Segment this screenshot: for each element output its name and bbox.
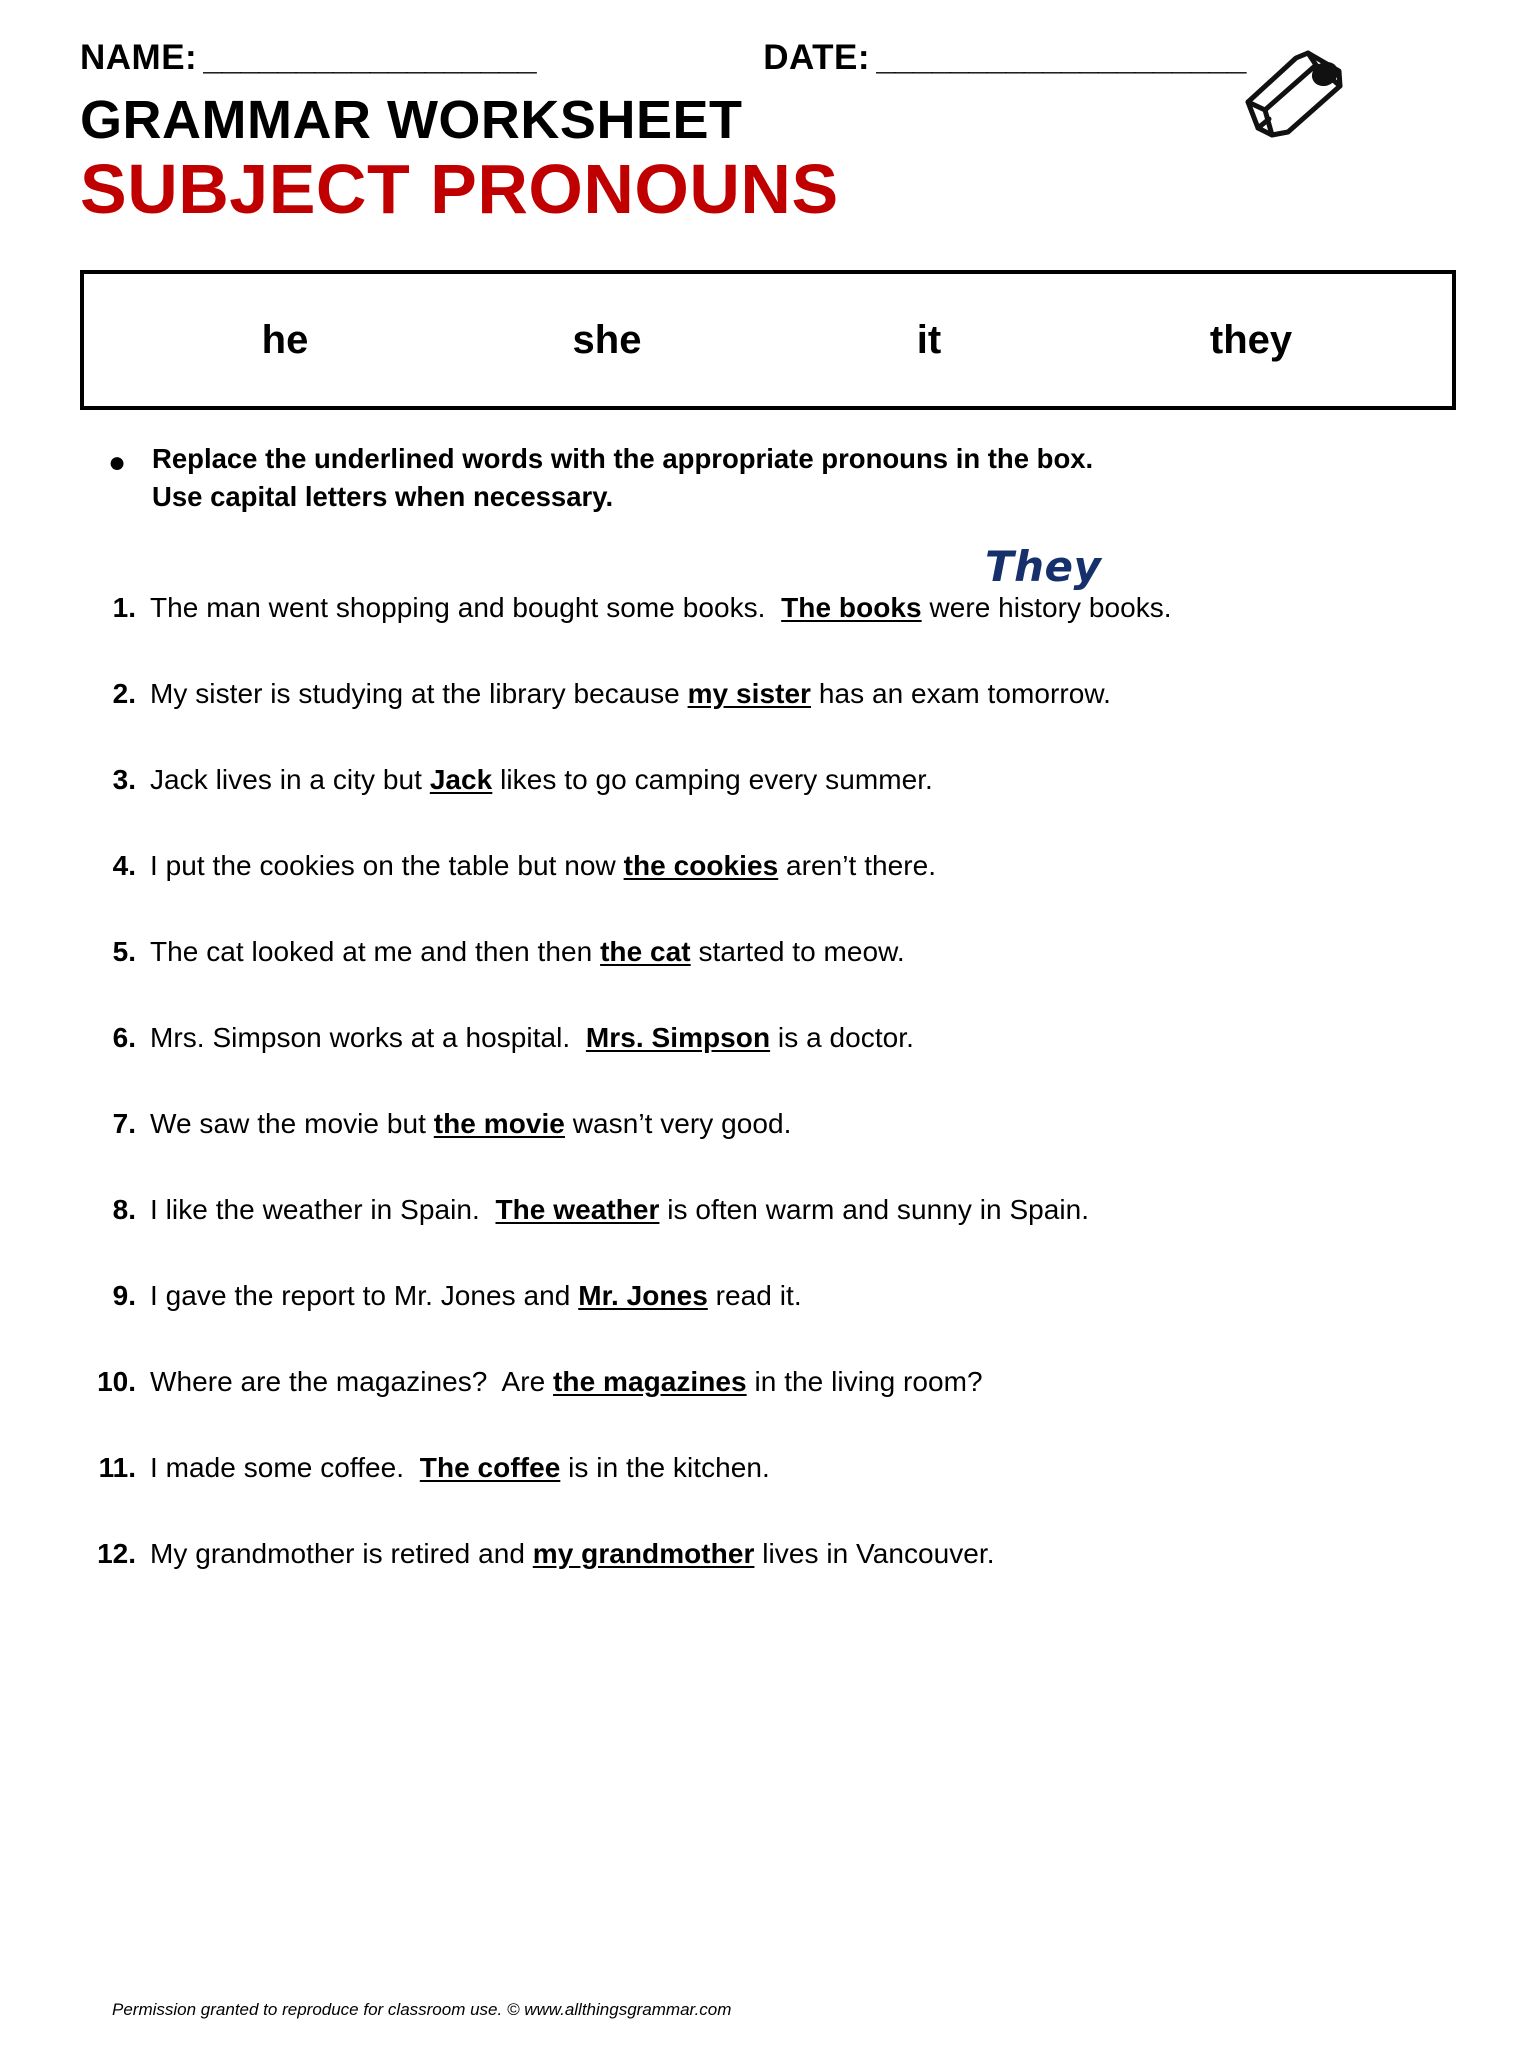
question-text-before: The cat looked at me and then then [150, 936, 601, 968]
question-text-before: Mrs. Simpson works at a hospital. [150, 1022, 586, 1054]
instructions-block [80, 440, 1456, 516]
question-text-before: The man went shopping and bought some books. [150, 592, 782, 624]
question-row [80, 1020, 1456, 1055]
question-number: 12. [97, 1538, 136, 1570]
question-text-after: likes to go camping every summer. [492, 764, 933, 796]
handwritten-answer: They [985, 542, 1102, 592]
question-text-after: in the living room? [746, 1366, 983, 1398]
question-row [80, 1450, 1456, 1485]
question-text-before: Where are the magazines? Are [150, 1366, 554, 1398]
question-row [80, 1364, 1456, 1399]
question-number: 11. [98, 1452, 136, 1484]
question-text [150, 590, 1172, 625]
question-number: 1. [112, 592, 136, 624]
underlined-phrase[interactable]: The coffee [419, 1452, 561, 1484]
instructions-text [152, 440, 1093, 516]
underlined-phrase[interactable]: The books [781, 592, 922, 624]
question-row [80, 1106, 1456, 1141]
question-text-before: Jack lives in a city but [150, 764, 430, 796]
name-label: NAME: [80, 38, 198, 77]
word-box-item-he: he [261, 317, 309, 362]
question-text [150, 1364, 983, 1399]
pronoun-word-box [80, 270, 1456, 410]
page-title: SUBJECT PRONOUNS [80, 149, 839, 228]
question-text-after: lives in Vancouver. [754, 1538, 995, 1570]
question-text-before: I put the cookies on the table but now [150, 850, 624, 882]
question-text [150, 1106, 792, 1141]
instructions-line-1: Replace the underlined words with the appropriate pronouns in the box. [152, 443, 1094, 475]
underlined-phrase[interactable]: the cat [600, 936, 691, 968]
question-row [80, 848, 1456, 883]
question-number: 6. [112, 1022, 136, 1054]
underlined-phrase[interactable]: The weather [495, 1194, 660, 1226]
question-number: 10. [97, 1366, 136, 1398]
date-label: DATE: [763, 38, 871, 77]
question-text-after: read it. [707, 1280, 802, 1312]
underlined-phrase[interactable]: the cookies [623, 850, 779, 882]
question-text-before: My sister is studying at the library because [150, 678, 688, 710]
question-text [150, 676, 1111, 711]
question-text [150, 1450, 770, 1485]
question-text-after: is often warm and sunny in Spain. [659, 1194, 1090, 1226]
question-row [80, 1278, 1456, 1313]
question-text-after: wasn’t very good. [564, 1108, 792, 1140]
question-text-before: My grandmother is retired and [150, 1538, 533, 1570]
question-number: 7. [112, 1108, 136, 1140]
instructions-line-2: Use capital letters when necessary. [152, 481, 614, 513]
question-text-after: is in the kitchen. [560, 1452, 770, 1484]
underlined-phrase[interactable]: my grandmother [532, 1538, 755, 1570]
questions-list [80, 542, 1456, 1571]
question-number: 9. [112, 1280, 136, 1312]
question-row [80, 676, 1456, 711]
underlined-phrase[interactable]: Jack [429, 764, 493, 796]
question-text [150, 934, 905, 969]
question-text [150, 848, 936, 883]
pencil-icon [1236, 40, 1356, 150]
question-text [150, 1278, 802, 1313]
underlined-phrase[interactable]: my sister [687, 678, 812, 710]
underlined-phrase[interactable]: the magazines [553, 1366, 747, 1398]
question-text-before: I gave the report to Mr. Jones and [150, 1280, 579, 1312]
date-blank-line[interactable]: ____________________ [876, 38, 1246, 77]
question-number: 2. [112, 678, 136, 710]
question-number: 5. [112, 936, 136, 968]
question-number: 4. [112, 850, 136, 882]
title-block [80, 92, 1456, 226]
question-number: 8. [112, 1194, 136, 1226]
worksheet-type-title: GRAMMAR WORKSHEET [80, 90, 743, 150]
question-number: 3. [112, 764, 136, 796]
question-text [150, 762, 933, 797]
question-text-before: We saw the movie but [150, 1108, 434, 1140]
underlined-phrase[interactable]: the movie [433, 1108, 565, 1140]
word-box-item-they: they [1209, 317, 1293, 362]
underlined-phrase[interactable]: Mr. Jones [578, 1280, 708, 1312]
question-row [80, 1536, 1456, 1571]
question-row [80, 1192, 1456, 1227]
question-text-before: I made some coffee. [150, 1452, 420, 1484]
question-text-after: started to meow. [690, 936, 905, 968]
question-text [150, 1536, 995, 1571]
question-text [150, 1020, 914, 1055]
question-text-after: is a doctor. [770, 1022, 914, 1054]
word-box-item-it: it [916, 317, 942, 362]
question-row [80, 590, 1456, 625]
question-text-before: I like the weather in Spain. [150, 1194, 496, 1226]
name-blank-line[interactable]: __________________ [203, 38, 536, 77]
bullet-icon: ● [108, 446, 127, 480]
question-text-after: has an exam tomorrow. [811, 678, 1111, 710]
word-box-item-she: she [572, 317, 642, 362]
question-text-after: aren’t there. [778, 850, 937, 882]
footer-credit: Permission granted to reproduce for classroom use. © www.allthingsgrammar.com [112, 2000, 732, 2019]
question-row [80, 934, 1456, 969]
underlined-phrase[interactable]: Mrs. Simpson [585, 1022, 771, 1054]
question-text-after: were history books. [921, 592, 1172, 624]
question-text [150, 1192, 1089, 1227]
question-row [80, 762, 1456, 797]
